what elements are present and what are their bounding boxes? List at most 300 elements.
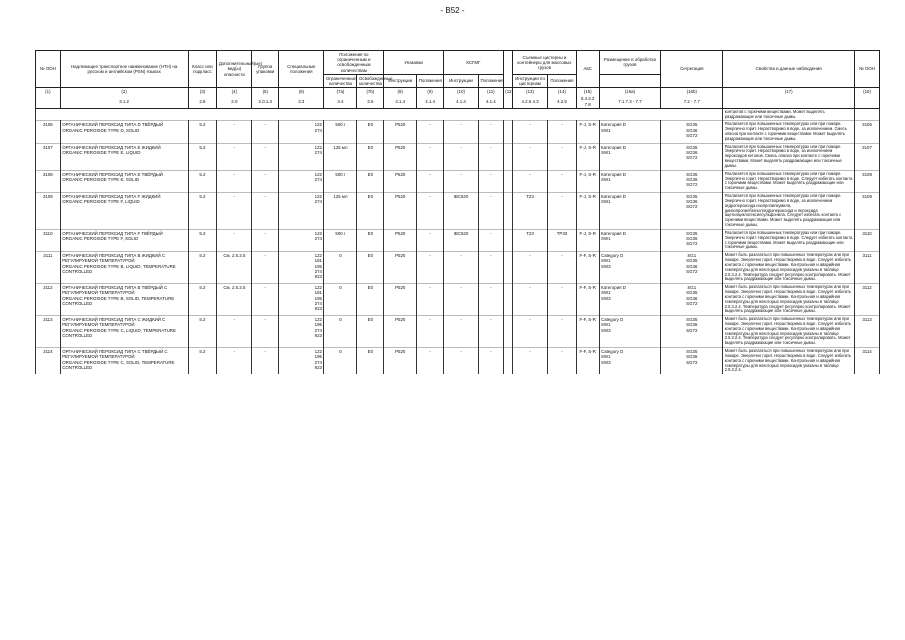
special-provisions-cell [279,348,324,375]
subsidiary-cell: - [217,193,252,230]
un-number: 3108 [36,170,61,192]
class-cell: 5.2 [188,193,217,230]
subsidiary-cell: - [217,170,252,192]
un-number-right: 3112 [855,284,880,316]
segregation-cell-line: SG36 [686,199,698,205]
column-number: (10) [443,88,478,96]
excepted-qty-cell: E0 [357,316,384,348]
name-russian: ОРГАНИЧЕСКИЙ ПЕРОКСИД ТИПА Е ТВЁРДЫЙ [62,171,163,177]
un-number: 3111 [36,252,61,284]
un-number: 3109 [36,193,61,230]
name-english: ORGANIC PEROXIDE TYPE E, SOLID [62,176,139,182]
name-cell [60,284,188,316]
special-provisions-cell-line: 274 [314,176,322,182]
stowage-cell-line: Категория D [601,122,626,128]
table-header [36,51,880,109]
stowage-cell-line: SW1 [601,176,611,182]
tank-prov-cell: - [548,193,577,230]
continuation-text: контактов с горючими веществами. Может выделять раздражающие или токсичные дымы. [723,108,855,121]
column-number: (13) [513,88,548,96]
ems-cell: F-F, S-R [576,252,599,284]
special-provisions-cell-line: 274 [314,236,322,242]
dangerous-goods-table [35,50,880,374]
column-reference [855,95,880,108]
tank-instr-cell: - [513,121,548,143]
un-number-right: 3107 [855,143,880,170]
limited-qty-cell: 0 [324,348,357,375]
column-number: (7b) [357,88,384,96]
subsidiary-cell: - [217,121,252,143]
stowage-cell-line: Категория D [601,144,626,150]
ibc-instr-cell: IBC520 [443,193,478,230]
column-reference: 2.0.1.3 [252,95,279,108]
segregation-cell-line: SG36 [686,149,698,155]
name-russian: ОРГАНИЧЕСКИЙ ПЕРОКСИД ТИПА F ЖИДКИЙ [62,194,161,200]
table-row [36,170,880,192]
un-number: 3114 [36,348,61,375]
packing-prov-cell: - [417,316,444,348]
packing-instr-cell: P520 [384,121,417,143]
name-cell [60,316,188,348]
column-number: (15) [576,88,599,96]
spacer-cell [855,108,880,121]
header-ems: АвС [576,51,599,88]
special-provisions-cell [279,121,324,143]
class-cell: 5.2 [188,284,217,316]
column-number: (2) [60,88,188,96]
special-provisions-cell-line: 274 [314,149,322,155]
segregation-cell [661,284,723,316]
ibc-instr-cell: - [443,121,478,143]
special-provisions-cell-line: 122 [314,194,322,200]
special-provisions-cell-line: 122 [314,253,322,259]
packing-group-cell: - [252,193,279,230]
spacer-cell [36,108,723,121]
stowage-cell-line: SW1 [601,236,611,242]
un-number-right: 3108 [855,170,880,192]
segregation-cell-line: SG36 [686,354,698,360]
tank-prov-cell: - [548,170,577,192]
segregation-cell [661,229,723,251]
packing-prov-cell: - [417,252,444,284]
segregation-cell-line: SG36 [686,322,698,328]
column-number: (8) [384,88,417,96]
column-number: (18) [855,88,880,96]
ibc-instr-cell: - [443,348,478,375]
limited-qty-cell: 500 г [324,121,357,143]
column-number: (16b) [661,88,723,96]
limited-qty-cell: 125 мл [324,143,357,170]
name-cell [60,229,188,251]
segregation-cell [661,348,723,375]
special-provisions-cell-line: 274 [314,359,322,365]
column-reference: 7.2 - 7.7 [661,95,723,108]
stowage-cell-line: Category D [601,349,624,355]
packing-instr-cell: P520 [384,284,417,316]
special-provisions-cell-line: 923 [314,273,322,279]
name-russian: ОРГАНИЧЕСКИЙ ПЕРОКСИД ТИПА B ТВЁРДЫЙ С РЕГУЛИРУЕМОЙ ТЕМПЕРАТУРОЙ [62,285,168,296]
tank-instr-cell: - [513,252,548,284]
ibc-prov-cell: - [479,252,504,284]
packing-group-cell: - [252,170,279,192]
table-row [36,229,880,251]
header-un-no: № ООН [36,51,61,88]
column-reference: 3.1.2 [60,95,188,108]
header-packagings: Упаковки [384,51,444,75]
header-ibc-instr: Инструкции [443,74,478,87]
un-number-right: 3114 [855,348,880,375]
segregation-cell [661,170,723,192]
limited-qty-cell: 0 [324,252,357,284]
tank-instr-cell: T23 [513,229,548,251]
stowage-cell-line: Категория D [601,171,626,177]
segregation-cell-line: SG72 [686,359,698,365]
header-stowage-sub [599,74,661,87]
stowage-cell [599,348,661,375]
special-provisions-cell [279,284,324,316]
un-number: 3110 [36,229,61,251]
special-provisions-cell-line: 122 [314,230,322,236]
name-english: ORGANIC PEROXIDE TYPE F, LIQUID [62,199,140,205]
tank-instr-cell: - [513,316,548,348]
special-provisions-cell-line: 181 [314,258,322,264]
special-provisions-cell-line: 122 [314,317,322,323]
name-russian: ОРГАНИЧЕСКИЙ ПЕРОКСИД ТИПА D ТВЁРДЫЙ [62,122,164,128]
special-provisions-cell-line: 274 [314,300,322,306]
excepted-qty-cell: E0 [357,170,384,192]
ibc-prov-cell: - [479,143,504,170]
segregation-cell-line: SG72 [686,241,698,247]
class-cell: 5.2 [188,252,217,284]
name-russian: ОРГАНИЧЕСКИЙ ПЕРОКСИД ТИПА B ЖИДКИЙ С РЕГУЛИРУЕМОЙ ТЕМПЕРАТУРОЙ [62,253,166,264]
segregation-cell-line: SG35 [686,122,698,128]
subsidiary-cell: - [217,348,252,375]
special-provisions-cell [279,143,324,170]
un-number-right: 3113 [855,316,880,348]
packing-group-cell: - [252,121,279,143]
properties-cell: Может быть разлагаться при повышенных температурах или при пожаре. Энергично горит. Нерастворимо в воде. Следует избегать контакта с горючими веществами. Контрольная и аварийная температуры для некоторых пероксидов указаны в таблице 2.5.3.2.4. Температура следует регулярно контролировать. Может выделять раздражающие или токсичные дымы. [723,316,855,348]
stowage-cell-line: Category D [601,317,624,323]
stowage-cell [599,252,661,284]
column-reference: 5.4.3.2 7.8 [576,95,599,108]
ibc-prov-cell: - [479,348,504,375]
stowage-cell [599,316,661,348]
name-cell [60,193,188,230]
name-cell [60,348,188,375]
header-packing-group: Группа упаковки [252,51,279,88]
table-body [36,108,880,374]
packing-group-cell: - [252,284,279,316]
name-english: ORGANIC PEROXIDE TYPE D, SOLID [62,127,140,133]
properties-cell: Может быть разлагаться при повышенных температурах или при пожаре. Энергично горит. Нерастворимо в воде. Следует избегать контакта с горючими веществами. Контрольная и аварийная температуры для некоторых пероксидов указаны в таблице 2.5.3.2.4. [723,348,855,375]
tank-prov-cell: - [548,143,577,170]
stowage-cell-line: SW3 [601,327,611,333]
special-provisions-cell [279,170,324,192]
name-english: ORGANIC PEROXIDE TYPE B, LIQUID, TEMPERATURE CONTROLLED [62,263,176,274]
name-russian: ОРГАНИЧЕСКИЙ ПЕРОКСИД ТИПА Е ЖИДКИЙ [62,144,161,150]
stowage-cell-line: SW1 [601,149,611,155]
packing-instr-cell: P520 [384,252,417,284]
special-provisions-cell-line: 122 [314,144,322,150]
segregation-cell-line: SG36 [686,127,698,133]
subsidiary-cell: - [217,316,252,348]
column-reference-row [36,95,880,108]
header-gap [503,51,512,88]
properties-cell: Может быть разлагаться при повышенных температурах или при пожаре. Энергично горит. Нерастворимо в воде. Следует избегать контакта с горючими веществами. Контрольная и аварийная температуры для некоторых пероксидов указаны в таблице 2.5.3.2.4. Температура следует регулярно контролировать. Может выделять раздражающие или токсичные дымы. [723,252,855,284]
special-provisions-cell-line: 195 [314,354,322,360]
tank-instr-cell: T23 [513,193,548,230]
stowage-cell-line: SW1 [601,199,611,205]
ems-cell: F-F, S-R [576,284,599,316]
segregation-cell-line: SG35 [686,194,698,200]
segregation-cell-line: SG36 [686,263,698,269]
special-provisions-cell-line: 923 [314,364,322,370]
ems-cell: F-J, S-R [576,193,599,230]
ems-cell: F-J, S-R [576,143,599,170]
stowage-cell [599,229,661,251]
column-number: (7a) [324,88,357,96]
packing-group-cell: - [252,348,279,375]
column-number: (11) [479,88,504,96]
column-reference [723,95,855,108]
special-provisions-cell-line: 181 [314,290,322,296]
stowage-cell-line: SW3 [601,263,611,269]
ibc-prov-cell: - [479,229,504,251]
special-provisions-cell [279,316,324,348]
column-number: (14) [548,88,577,96]
un-number: 3112 [36,284,61,316]
column-reference: 3.4 [324,95,357,108]
excepted-qty-cell: E0 [357,252,384,284]
column-reference: 3.3 [279,95,324,108]
packing-group-cell: - [252,252,279,284]
packing-group-cell: - [252,143,279,170]
column-number: (17) [723,88,855,96]
segregation-cell-line: SG35 [686,258,698,264]
packing-prov-cell: - [417,284,444,316]
class-cell: 5.2 [188,229,217,251]
class-cell: 5.2 [188,348,217,375]
segregation-cell-line: SG72 [686,204,698,210]
segregation-cell-line: SG35 [686,290,698,296]
limited-qty-cell: 500 г [324,170,357,192]
table-row [36,193,880,230]
special-provisions-cell-line: 122 [314,122,322,128]
stowage-cell-line: SW1 [601,322,611,328]
segregation-cell-line: SG1 [687,285,697,291]
stowage-cell [599,170,661,192]
tank-instr-cell: - [513,348,548,375]
header-special-provisions: Специальные положения [279,51,324,88]
header-ibc: КСГМГ [443,51,503,75]
stowage-cell-line: Категория D [601,285,626,291]
properties-cell: Разлагается при повышенных температурах или при пожаре. Энергично горит. Нерастворимо в воде, за исключением гидропероксида изопропилкумила, диизопропилбензолгидропероксида и пероксида ацетилциклогексилсульфонила. Следует избегать контакта с горючими веществами. Может выделять раздражающие или токсичные дымы. [723,193,855,230]
header-segregation: Сегрегация [661,51,723,88]
header-un-no-right: № ООН [855,51,880,88]
tank-instr-cell: - [513,170,548,192]
name-english: ORGANIC PEROXIDE TYPE B, SOLID, TEMPERATURE CONTROLLED [62,295,175,306]
ibc-instr-cell: IBC520 [443,229,478,251]
gap-cell [503,252,512,284]
ibc-instr-cell: - [443,143,478,170]
header-pk-prov: Положения [417,74,444,87]
special-provisions-cell [279,229,324,251]
header-subsidiary: Дополнительный(ые) вид(ы) опасности [217,51,252,88]
segregation-cell-line: SG35 [686,230,698,236]
ems-cell: F-J, S-R [576,121,599,143]
tank-instr-cell: - [513,143,548,170]
tank-prov-cell: - [548,252,577,284]
column-number: (1) [36,88,61,96]
name-english: ORGANIC PEROXIDE TYPE C, SOLID, TEMPERATURE CONTROLLED [62,359,175,370]
ibc-instr-cell: - [443,316,478,348]
column-number: (16a) [599,88,661,96]
name-english: ORGANIC PEROXIDE TYPE E, LIQUID [62,149,141,155]
name-russian: ОРГАНИЧЕСКИЙ ПЕРОКСИД ТИПА C ЖИДКИЙ С РЕГУЛИРУЕМОЙ ТЕМПЕРАТУРОЙ [62,317,166,328]
table-row [36,252,880,284]
un-number-right: 3110 [855,229,880,251]
subsidiary-cell: - [217,143,252,170]
tank-prov-cell: - [548,348,577,375]
column-number: (5) [252,88,279,96]
tank-prov-cell: - [548,284,577,316]
tank-instr-cell: - [513,284,548,316]
excepted-qty-cell: E0 [357,348,384,375]
special-provisions-cell [279,193,324,230]
subsidiary-cell: - [217,229,252,251]
stowage-cell [599,284,661,316]
special-provisions-cell-line: 195 [314,322,322,328]
excepted-qty-cell: E0 [357,284,384,316]
special-provisions-cell-line: 923 [314,305,322,311]
column-number: (3) [188,88,217,96]
special-provisions-cell [279,252,324,284]
ems-cell: F-J, S-R [576,229,599,251]
column-reference: 4.1.4 [479,95,504,108]
special-provisions-cell-line: 274 [314,127,322,133]
stowage-cell-line: Категория D [601,194,626,200]
column-reference: 4.2.5 4.3 [513,95,548,108]
stowage-cell [599,121,661,143]
excepted-qty-cell: E0 [357,193,384,230]
gap-cell [503,170,512,192]
limited-qty-cell: 0 [324,316,357,348]
segregation-cell-line: SG72 [686,182,698,188]
excepted-qty-cell: E0 [357,229,384,251]
column-reference: 4.2.5 [548,95,577,108]
packing-instr-cell: P520 [384,229,417,251]
un-number: 3106 [36,121,61,143]
name-english: ORGANIC PEROXIDE TYPE F, SOLID [62,236,139,242]
column-number: (4) [217,88,252,96]
stowage-cell [599,193,661,230]
table-row [36,143,880,170]
column-reference: 4.1.4 [417,95,444,108]
ems-cell: F-F, S-R [576,348,599,375]
tank-prov-cell: TP33 [548,229,577,251]
special-provisions-cell-line: 274 [314,327,322,333]
tank-prov-cell: - [548,316,577,348]
un-number-right: 3109 [855,193,880,230]
gap-cell [503,229,512,251]
header-limited-group: Положения по ограниченным и освобожденным количествам [324,51,384,75]
special-provisions-cell-line: 195 [314,295,322,301]
ems-cell: F-F, S-R [576,316,599,348]
un-number: 3107 [36,143,61,170]
header-tank-prov: Положения [548,74,577,87]
segregation-cell [661,193,723,230]
special-provisions-cell-line: 923 [314,332,322,338]
packing-group-cell: - [252,229,279,251]
name-cell [60,170,188,192]
segregation-cell [661,143,723,170]
stowage-cell-line: Категория D [601,230,626,236]
excepted-qty-cell: E0 [357,143,384,170]
table-row [36,121,880,143]
segregation-cell [661,252,723,284]
gap-cell [503,348,512,375]
packing-prov-cell: - [417,170,444,192]
packing-group-cell: - [252,316,279,348]
table-row [36,316,880,348]
properties-cell: Разлагается при повышенных температурах или при пожаре. Энергично горит. Нерастворимо в воде. Следует избегать контакта с горючими веществами. Может выделять раздражающие или токсичные дымы. [723,229,855,251]
excepted-qty-cell: E0 [357,121,384,143]
packing-prov-cell: - [417,193,444,230]
tank-prov-cell: - [548,121,577,143]
header-properties: Свойства и данные наблюдения [723,51,855,88]
name-russian: ОРГАНИЧЕСКИЙ ПЕРОКСИД ТИПА C ТВЁРДЫЙ С РЕГУЛИРУЕМОЙ ТЕМПЕРАТУРОЙ [62,349,168,360]
segregation-cell-line: SG35 [686,171,698,177]
gap-cell [503,121,512,143]
segregation-cell-line: SG72 [686,155,698,161]
name-english: ORGANIC PEROXIDE TYPE C, LIQUID, TEMPERATURE CONTROLLED [62,327,176,338]
special-provisions-cell-line: 122 [314,349,322,355]
properties-cell: Разлагается при повышенных температурах или при пожаре. Энергично горит. Нерастворимо в воде. Следует избегать контакта с горючими веществами. Может выделять раздражающие или токсичные дымы. [723,170,855,192]
ibc-prov-cell: - [479,121,504,143]
header-ibc-prov: Положения [479,74,504,87]
segregation-cell-line: SG72 [686,268,698,274]
stowage-cell-line: SW3 [601,295,611,301]
class-cell: 5.2 [188,121,217,143]
packing-prov-cell: - [417,143,444,170]
column-reference [503,95,512,108]
packing-prov-cell: - [417,121,444,143]
segregation-cell [661,316,723,348]
special-provisions-cell-line: 195 [314,263,322,269]
stowage-cell-line: Category D [601,253,624,259]
header-excepted: Освобожденные количества [358,75,393,86]
ibc-instr-cell: - [443,170,478,192]
name-russian: ОРГАНИЧЕСКИЙ ПЕРОКСИД ТИПА F ТВЁРДЫЙ [62,230,163,236]
segregation-cell [661,121,723,143]
header-name: Надлежащее транспортное наименование (НТН) на русском и английском (PSN) языках [60,51,188,88]
segregation-cell-line: SG35 [686,144,698,150]
segregation-cell-line: SG36 [686,295,698,301]
stowage-cell-line: SW1 [601,127,611,133]
gap-cell [503,143,512,170]
segregation-cell-line: SG35 [686,317,698,323]
properties-cell: Разлагается при повышенных температурах или при пожаре. Энергично горит. Нерастворимо в воде, за исключением. Смесь опасна при контакте с горючими веществами. Может выделять раздражающие или токсичные дымы. [723,121,855,143]
segregation-cell-line: SG35 [686,349,698,355]
column-reference: 2.0 [217,95,252,108]
name-cell [60,143,188,170]
column-reference [36,95,61,108]
un-number: 3113 [36,316,61,348]
special-provisions-cell-line: 122 [314,285,322,291]
stowage-cell [599,143,661,170]
stowage-cell-line: SW1 [601,258,611,264]
column-number: (9) [417,88,444,96]
